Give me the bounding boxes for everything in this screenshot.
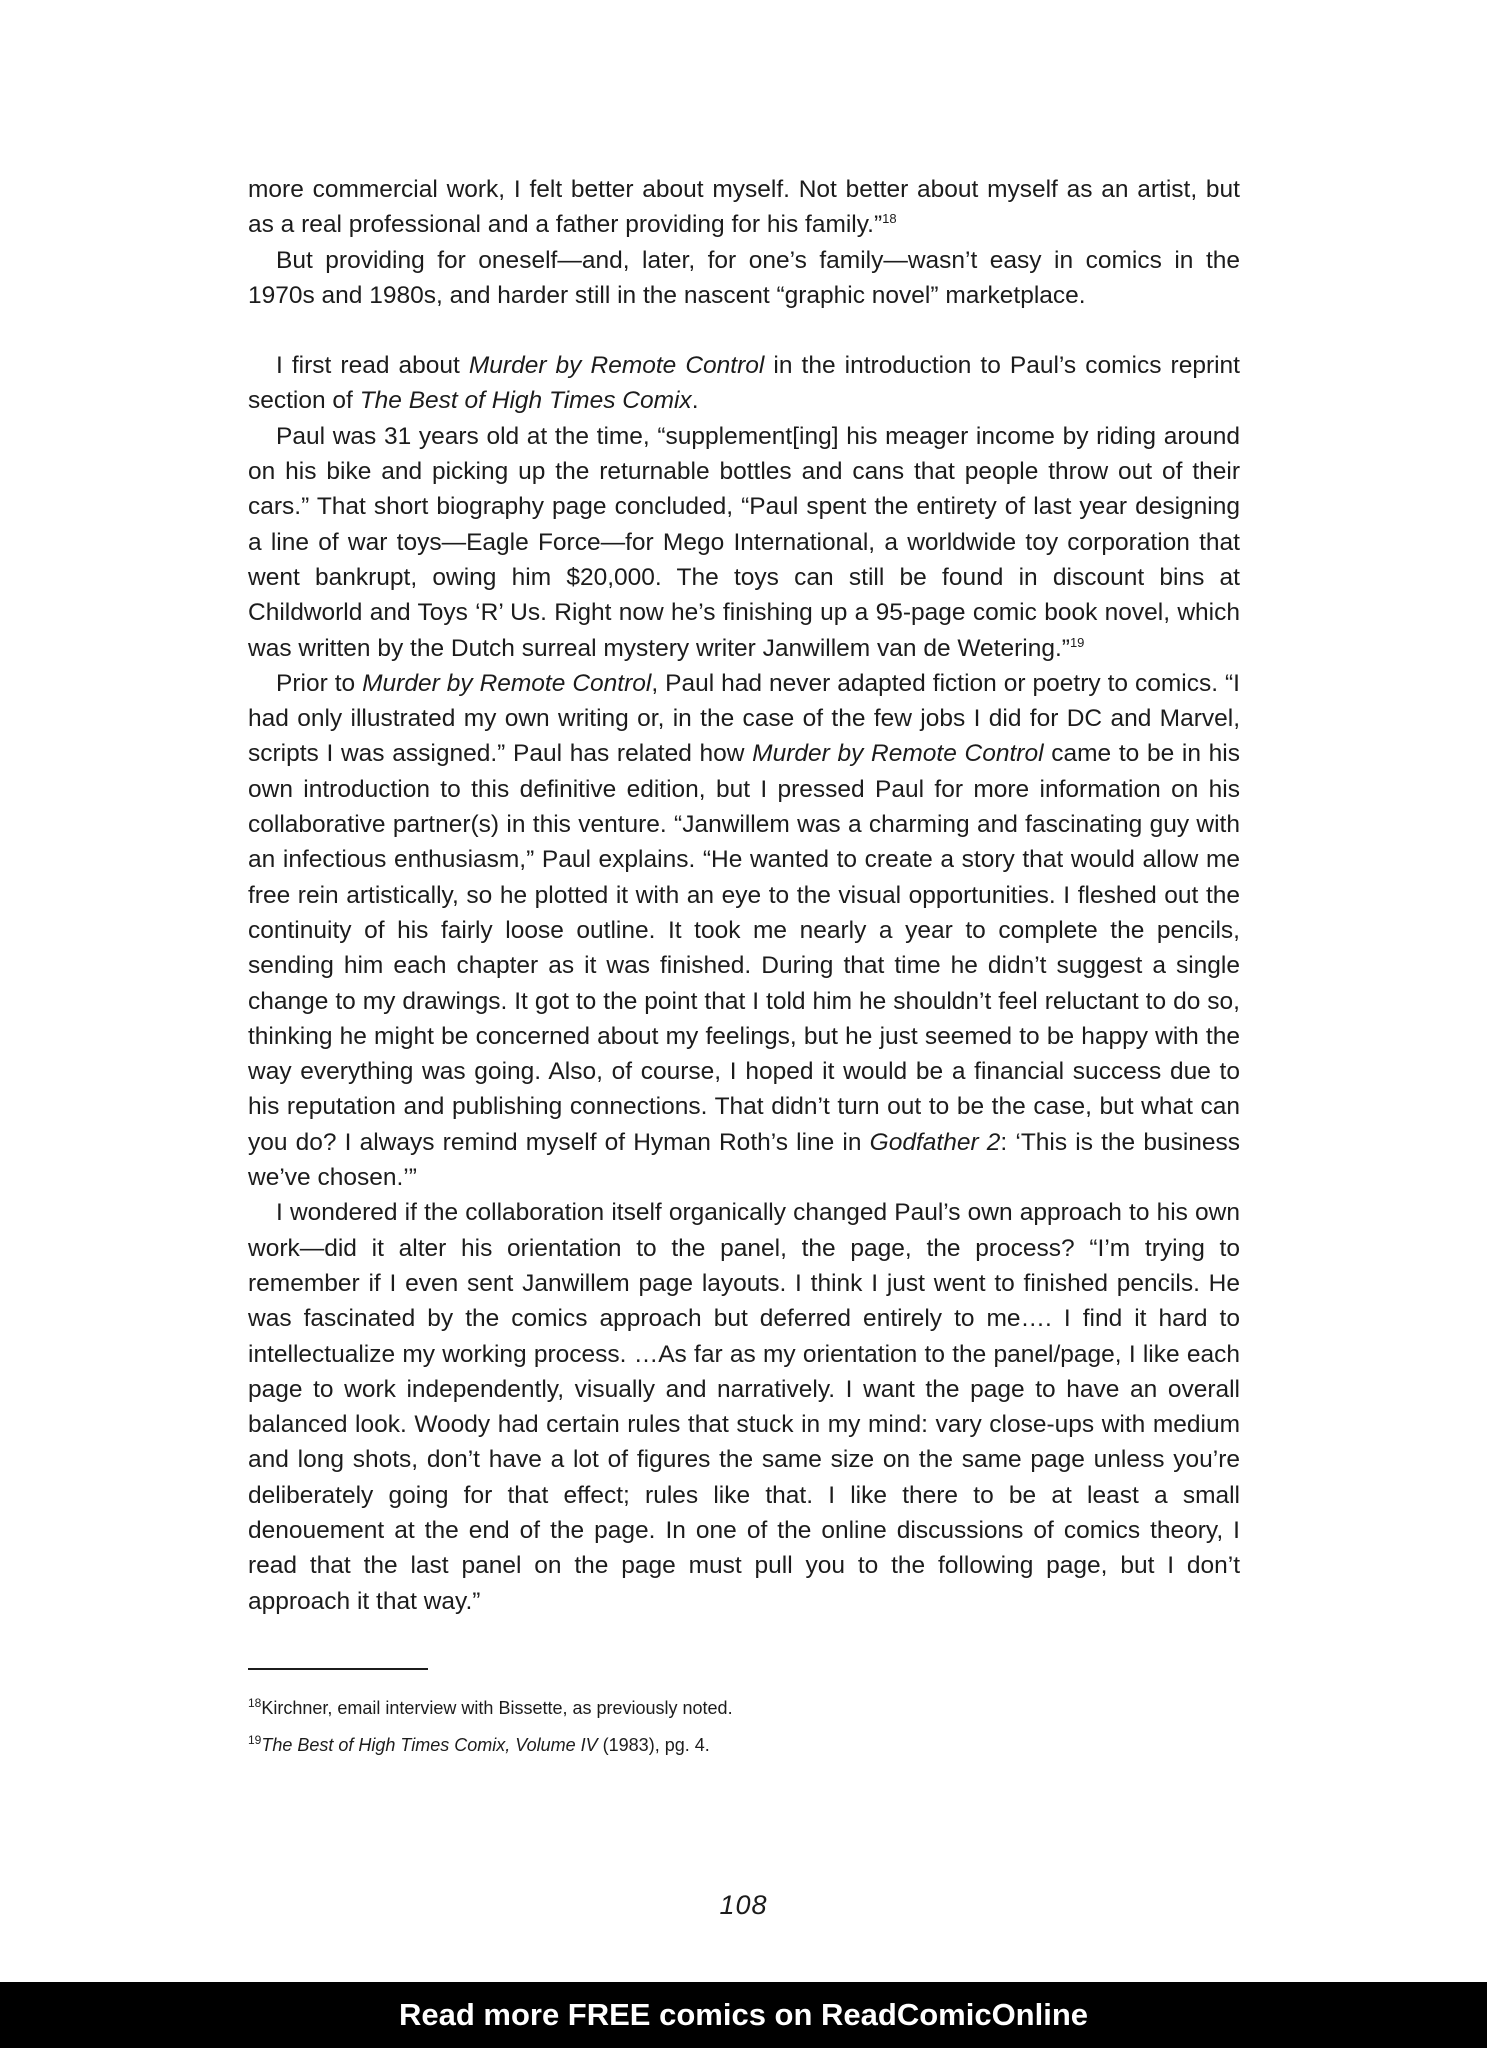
footnote-text: Kirchner, email interview with Bissette, as previously noted. (261, 1698, 733, 1718)
book-title: Murder by Remote Control (362, 669, 652, 697)
promo-banner-text[interactable]: Read more FREE comics on ReadComicOnline (398, 1997, 1089, 2032)
paragraph-6: I wondered if the collaboration itself organically changed Paul’s own approach to his own work—did it alter his orientation to the panel, the page, the process? “I’m trying to remember if I even sent Janwillem page layouts. I think I just went to finished pencils. He was fascinated by the comics approach but deferred entirely to me…. I find it hard to intellectualize my working process. …As far as my orientation to the panel/page, I like each page to work independently, visually and narratively. I want the page to have an overall balanced look. Woody had certain rules that stuck in my mind: vary close-ups with medium and long shots, don’t have a lot of figures the same size on the same page unless you’re deliberately going for that effect; rules like that. I like there to be at least a small denouement at the end of the page. In one of the online discussions of comics theory, I read that the last panel on the page must pull you to the following page, but I don’t approach it that way.” (248, 1199, 1240, 1615)
promo-banner[interactable] (0, 1982, 1487, 2048)
paragraph-3-text: in the introduction to Paul’s comics reprint section of (248, 352, 1240, 415)
paragraph-1-text: more commercial work, I felt better about myself. Not better about myself as an artist, but as a real professional and a father providing for his family.” (248, 176, 1240, 239)
book-title: Murder by Remote Control (752, 740, 1044, 768)
footnote-ref-19: 19 (1069, 634, 1085, 650)
section-break (248, 313, 1240, 348)
paragraph-4-text: Paul was 31 years old at the time, “supplement[ing] his meager income by riding around on his bike and picking up the returnable bottles and cans that people throw out of their cars.” That short biography page concluded, “Paul spent the entirety of last year designing a line of war toys—Eagle Force—for Mego International, a worldwide toy corporation that went bankrupt, owing him $20,000. The toys can still be found in discount bins at Childworld and Toys ‘R’ Us. Right now he’s finishing up a 95-page comic book novel, which was written by the Dutch surreal mystery writer Janwillem van de Wetering.” (248, 422, 1240, 662)
paragraph-3-text: . (691, 387, 699, 415)
paragraph-4 (248, 419, 1240, 666)
footnote-divider (248, 1668, 428, 1670)
paragraph-5-text: Prior to (276, 669, 363, 697)
footnote-18 (248, 1690, 1240, 1727)
book-title: Murder by Remote Control (468, 352, 765, 380)
paragraph-2: But providing for oneself—and, later, for one’s family—wasn’t easy in comics in the 1970s and 1980s, and harder still in the nascent “graphic novel” marketplace. (248, 246, 1240, 309)
footnote-title: The Best of High Times Comix, Volume IV (261, 1735, 598, 1755)
paragraph-5 (248, 666, 1240, 1195)
footnote-ref-18: 18 (882, 211, 897, 227)
footnote-number: 18 (248, 1696, 262, 1710)
paragraph-5-text: came to be in his own introduction to this definitive edition, but I pressed Paul for more information on his collaborative partner(s) in this venture. “Janwillem was a charming and fascinating guy with an infectious enthusiasm,” Paul explains. “He wanted to create a story that would allow me free rein artistically, so he plotted it with an eye to the visual opportunities. I fleshed out the continuity of his fairly loose outline. It took me nearly a year to complete the pencils, sending him each chapter as it was finished. During that time he didn’t suggest a single change to my drawings. It got to the point that I told him he shouldn’t feel reluctant to do so, thinking he might be concerned about my feelings, but he just seemed to be happy with the way everything was going. Also, of course, I hoped it would be a financial success due to his reputation and publishing connections. That didn’t turn out to be the case, but what can you do? I always remind myself of Hyman Roth’s line in (248, 740, 1240, 1156)
footnote-text: (1983), pg. 4. (597, 1735, 710, 1755)
page-number: 108 (719, 1890, 768, 1920)
film-title: Godfather 2 (869, 1128, 1001, 1156)
footnotes (248, 1690, 1240, 1764)
footnote-19 (248, 1727, 1240, 1764)
footnote-number: 19 (248, 1733, 262, 1747)
body-text (248, 172, 1240, 1619)
paragraph-3-text: I first read about (276, 352, 469, 380)
paragraph-5-text: : ‘This is the business we’ve chosen.’” (248, 1128, 1241, 1192)
paragraph-5-text: , Paul had never adapted fiction or poetry to comics. “I had only illustrated my own writing or, in the case of the few jobs I did for DC and Marvel, scripts I was assigned.” Paul has related how (248, 669, 1240, 768)
paragraph-3 (248, 348, 1240, 419)
book-title: The Best of High Times Comix (359, 387, 692, 415)
paragraph-1 (248, 172, 1240, 243)
